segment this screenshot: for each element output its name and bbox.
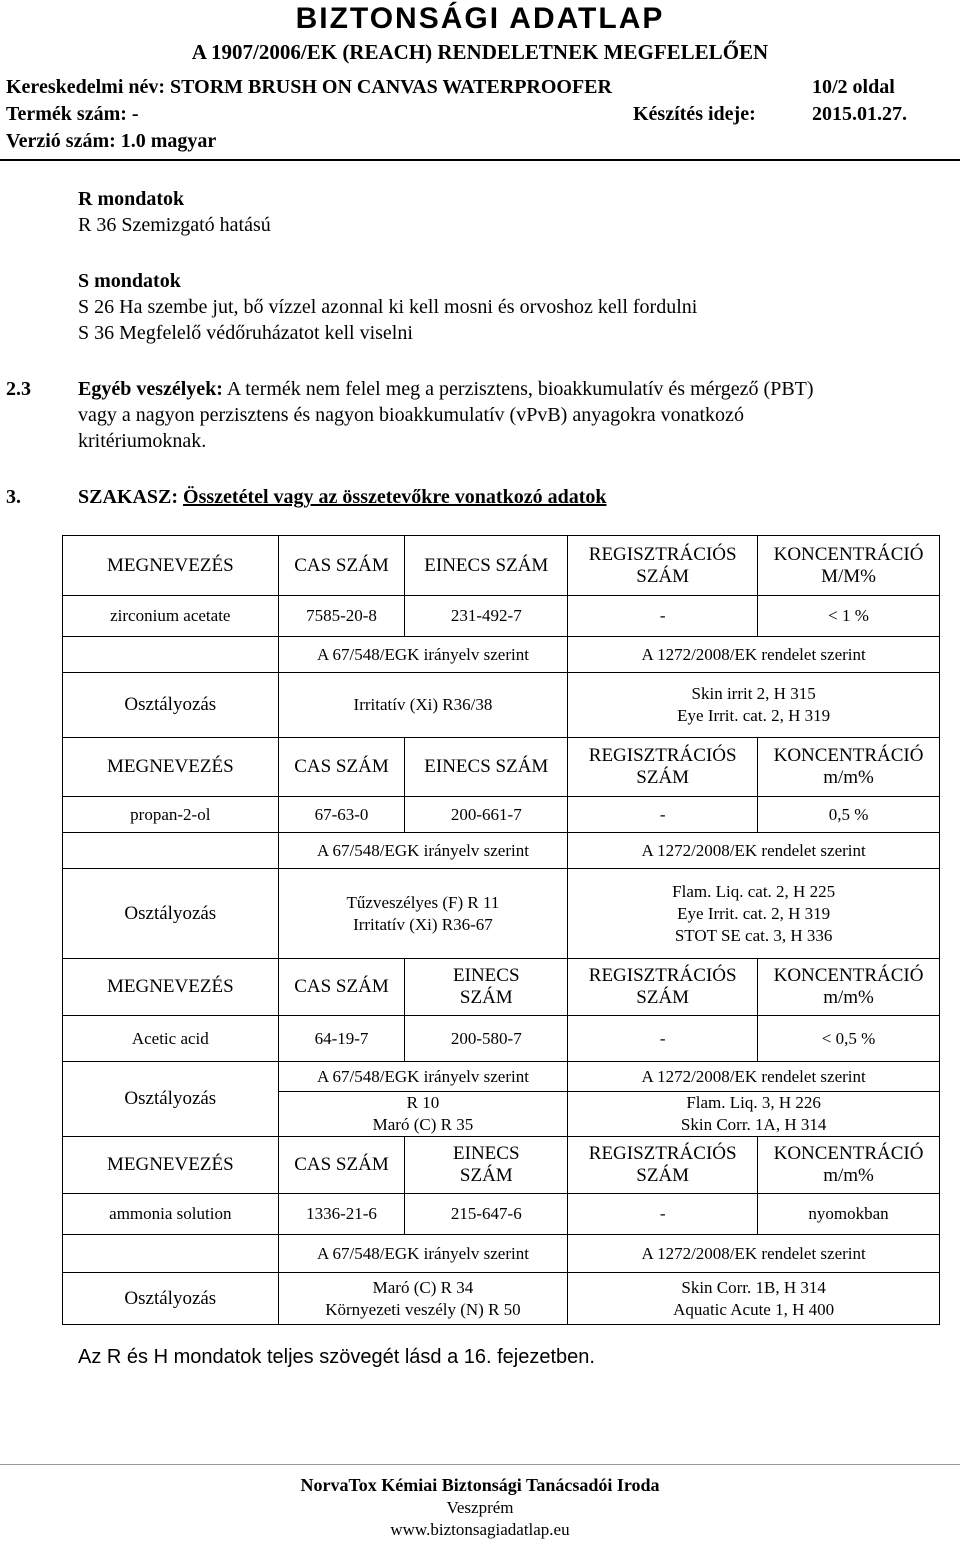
classification-67-548-heading: A 67/548/EGK irányelv szerint (278, 1235, 568, 1273)
classification-line: STOT SE cat. 3, H 336 (674, 925, 833, 945)
classification-line: R 10 (406, 1093, 440, 1112)
version: Verzió szám: 1.0 magyar (6, 130, 217, 152)
einecs-number: 231-492-7 (405, 596, 568, 637)
product-number: Termék szám: - (6, 103, 139, 125)
classification-67-548 (278, 673, 568, 738)
classification-row (63, 1273, 940, 1325)
classification-1272 (568, 869, 940, 959)
classification-1272 (568, 673, 940, 738)
classification-header-row (63, 1062, 940, 1092)
s-phrases-heading: S mondatok (78, 270, 181, 292)
classification-row (63, 673, 940, 738)
classification-67-548 (278, 869, 568, 959)
table-row (63, 797, 940, 833)
classification-line: Irritatív (Xi) R36/38 (353, 695, 493, 714)
header-name: MEGNEVEZÉS (63, 738, 279, 797)
classification-1272-heading: A 1272/2008/EK rendelet szerint (568, 637, 940, 673)
section-3-number: 3. (6, 486, 21, 508)
created-date: 2015.01.27. (812, 103, 907, 125)
header-registration: REGISZTRÁCIÓS SZÁM (568, 959, 758, 1016)
cas-number: 67-63-0 (278, 797, 405, 833)
classification-67-548 (278, 1092, 568, 1137)
classification-line: Maró (C) R 35 (372, 1115, 474, 1134)
created-label: Készítés ideje: (633, 103, 756, 125)
header-cas: CAS SZÁM (278, 738, 405, 797)
section-3-title: Összetétel vagy az összetevőkre vonatkozó adatok (183, 486, 607, 508)
header-registration: REGISZTRÁCIÓS SZÁM (568, 1137, 758, 1194)
classification-67-548-heading: A 67/548/EGK irányelv szerint (278, 637, 568, 673)
section-2-3-line (78, 376, 814, 402)
classification-line: Flam. Liq. cat. 2, H 225 (672, 881, 836, 901)
cas-number: 64-19-7 (278, 1016, 405, 1062)
header-einecs: EINECS SZÁM (405, 959, 568, 1016)
classification-line: Skin Corr. 1B, H 314 (681, 1277, 826, 1297)
classification-line: Skin irrit 2, H 315 (691, 684, 816, 703)
header-name: MEGNEVEZÉS (63, 1137, 279, 1194)
classification-67-548-heading: A 67/548/EGK irányelv szerint (278, 833, 568, 869)
footer-organization: NorvaTox Kémiai Biztonsági Tanácsadói Iroda (300, 1475, 660, 1495)
registration-number: - (568, 1194, 758, 1235)
section-2-3-label: Egyéb veszélyek: (78, 378, 223, 400)
classification-line: Aquatic Acute 1, H 400 (673, 1299, 835, 1319)
header-einecs: EINECS SZÁM (405, 738, 568, 797)
classification-line: Eye Irrit. cat. 2, H 319 (677, 903, 831, 923)
classification-label: Osztályozás (63, 673, 279, 738)
cas-number: 7585-20-8 (278, 596, 405, 637)
header-einecs: EINECS SZÁM (405, 1137, 568, 1194)
header-divider (0, 159, 960, 161)
s-phrase-item: S 26 Ha szembe jut, bő vízzel azonnal ki kell mosni és orvoshoz kell fordulni (78, 296, 698, 318)
section-2-3-text: A termék nem felel meg a perzisztens, bioakkumulatív és mérgező (PBT) (226, 378, 814, 400)
classification-1272-heading: A 1272/2008/EK rendelet szerint (568, 833, 940, 869)
classification-1272-heading: A 1272/2008/EK rendelet szerint (568, 1235, 940, 1273)
composition-table (62, 535, 940, 1325)
concentration: 0,5 % (758, 797, 940, 833)
classification-1272-heading: A 1272/2008/EK rendelet szerint (568, 1062, 940, 1092)
concentration: < 0,5 % (758, 1016, 940, 1062)
classification-line: Eye Irrit. cat. 2, H 319 (677, 706, 831, 725)
header-concentration: KONCENTRÁCIÓ m/m% (758, 959, 940, 1016)
document-title: BIZTONSÁGI ADATLAP (295, 2, 665, 35)
table-row (63, 596, 940, 637)
footer-divider (0, 1464, 960, 1465)
registration-number: - (568, 1016, 758, 1062)
einecs-number: 200-661-7 (405, 797, 568, 833)
cas-number: 1336-21-6 (278, 1194, 405, 1235)
component-name: propan-2-ol (63, 797, 279, 833)
classification-line: Tűzveszélyes (F) R 11 (346, 892, 500, 912)
classification-1272 (568, 1092, 940, 1137)
table-row (63, 1194, 940, 1235)
r-phrase-item: R 36 Szemizgató hatású (78, 214, 271, 236)
classification-line: Maró (C) R 34 (372, 1277, 474, 1297)
header-concentration: KONCENTRÁCIÓ m/m% (758, 1137, 940, 1194)
classification-67-548-heading: A 67/548/EGK irányelv szerint (278, 1062, 568, 1092)
section-2-3-text: vagy a nagyon perzisztens és nagyon bioakkumulatív (vPvB) anyagokra vonatkozó (78, 404, 744, 426)
trade-name: Kereskedelmi név: STORM BRUSH ON CANVAS WATERPROOFER (6, 76, 612, 98)
header-cas: CAS SZÁM (278, 959, 405, 1016)
classification-header-row (63, 1235, 940, 1273)
table-header-row (63, 1137, 940, 1194)
page-number: 10/2 oldal (812, 76, 895, 98)
classification-1272 (568, 1273, 940, 1325)
section-3-prefix: SZAKASZ: (78, 486, 179, 508)
header-registration: REGISZTRÁCIÓS SZÁM (568, 738, 758, 797)
table-header-row (63, 959, 940, 1016)
header-einecs: EINECS SZÁM (405, 536, 568, 596)
table-header-row (63, 536, 940, 596)
classification-label: Osztályozás (63, 869, 279, 959)
table-header-row (63, 738, 940, 797)
section-2-3-number: 2.3 (6, 378, 31, 400)
footnote: Az R és H mondatok teljes szövegét lásd a 16. fejezetben. (78, 1346, 595, 1368)
header-name: MEGNEVEZÉS (63, 536, 279, 596)
einecs-number: 200-580-7 (405, 1016, 568, 1062)
section-2-3-text: kritériumoknak. (78, 430, 207, 452)
concentration: < 1 % (758, 596, 940, 637)
component-name: ammonia solution (63, 1194, 279, 1235)
s-phrase-item: S 36 Megfelelő védőruházatot kell viselni (78, 322, 413, 344)
header-name: MEGNEVEZÉS (63, 959, 279, 1016)
header-cas: CAS SZÁM (278, 1137, 405, 1194)
empty-cell (63, 637, 279, 673)
r-phrases-heading: R mondatok (78, 188, 185, 210)
classification-label: Osztályozás (63, 1273, 279, 1325)
empty-cell (63, 1235, 279, 1273)
classification-header-row (63, 833, 940, 869)
empty-cell (63, 833, 279, 869)
document-subtitle: A 1907/2006/EK (REACH) RENDELETNEK MEGFELELŐEN (191, 40, 769, 64)
component-name: Acetic acid (63, 1016, 279, 1062)
component-name: zirconium acetate (63, 596, 279, 637)
classification-line: Flam. Liq. 3, H 226 (686, 1093, 821, 1112)
footer-city: Veszprém (446, 1498, 514, 1517)
table-row (63, 1016, 940, 1062)
registration-number: - (568, 797, 758, 833)
registration-number: - (568, 596, 758, 637)
classification-line: Irritatív (Xi) R36-67 (353, 914, 493, 934)
header-concentration: KONCENTRÁCIÓ M/M% (758, 536, 940, 596)
classification-header-row (63, 637, 940, 673)
header-concentration: KONCENTRÁCIÓ m/m% (758, 738, 940, 797)
footer-website: www.biztonsagiadatlap.eu (390, 1520, 570, 1539)
section-3-heading (78, 484, 606, 510)
header-cas: CAS SZÁM (278, 536, 405, 596)
classification-line: Skin Corr. 1A, H 314 (680, 1115, 827, 1134)
classification-label: Osztályozás (63, 1062, 279, 1137)
classification-67-548 (278, 1273, 568, 1325)
einecs-number: 215-647-6 (405, 1194, 568, 1235)
classification-row (63, 869, 940, 959)
classification-line: Környezeti veszély (N) R 50 (325, 1299, 521, 1319)
concentration: nyomokban (758, 1194, 940, 1235)
header-registration: REGISZTRÁCIÓS SZÁM (568, 536, 758, 596)
